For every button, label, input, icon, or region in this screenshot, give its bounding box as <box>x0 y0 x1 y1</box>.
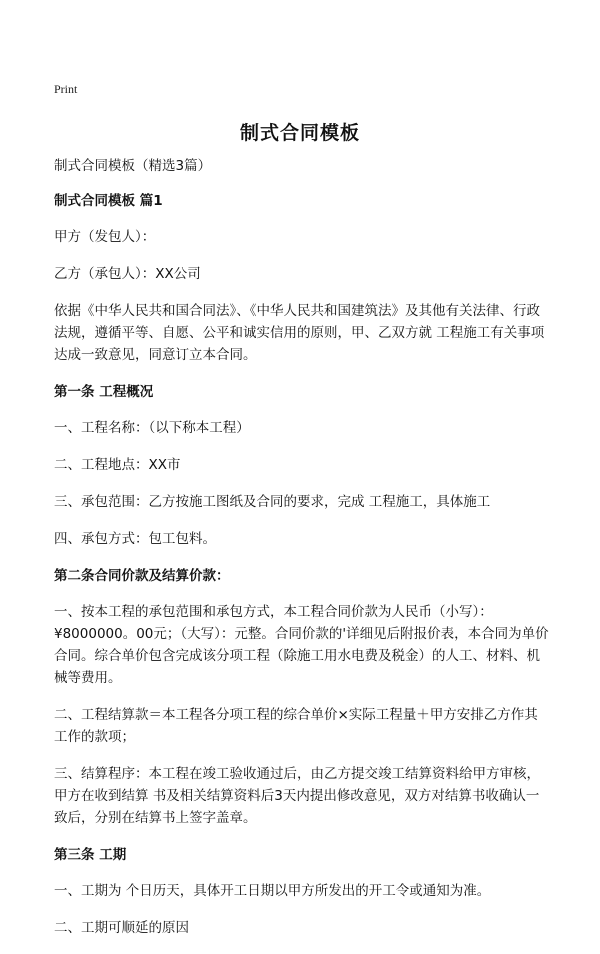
article-1-item: 四、承包方式：包工包料。 <box>54 531 216 547</box>
article-1-item: 二、工程地点：XX市 <box>54 457 181 473</box>
party-a-line: 甲方（发包人）： <box>54 229 156 245</box>
article-2-heading: 第二条合同价款及结算价款： <box>54 568 230 584</box>
article-2-item: 一、按本工程的承包范围和承包方式，本工程合同价款为人民币（小写）：¥8000000。00元；（大写）：元整。合同价款的'详细见后附报价表，本合同为单价合同。综合单价包含完成该分项工程（除施工用水电费及税金）的人工、材料、机械等费用。 <box>54 604 549 686</box>
article-3-item: 一、工期为 个日历天，具体开工日期以甲方所发出的开工令或通知为准。 <box>54 883 491 899</box>
document-subtitle: 制式合同模板（精选3篇） <box>54 158 212 174</box>
article-3-item: 二、工期可顺延的原因 <box>54 920 189 936</box>
section-heading: 制式合同模板 篇1 <box>54 193 163 209</box>
article-3-heading: 第三条 工期 <box>54 847 127 863</box>
preamble-paragraph: 依据《中华人民共和国合同法》、《中华人民共和国建筑法》及其他有关法律、行政法规，遵循平等、自愿、公平和诚实信用的原则，甲、乙双方就 工程施工有关事项达成一致意见，同意订立本合同。 <box>54 303 545 363</box>
article-1-item: 三、承包范围：乙方按施工图纸及合同的要求，完成 工程施工，具体施工 <box>54 494 491 510</box>
document-body <box>54 155 550 954</box>
article-1-heading: 第一条 工程概况 <box>54 384 154 400</box>
article-2-item: 三、结算程序：本工程在竣工验收通过后，由乙方提交竣工结算资料给甲方审核，甲方在收到结算 书及相关结算资料后3天内提出修改意见，双方对结算书收确认一致后，分别在结算书上签字盖章。 <box>54 766 540 826</box>
party-b-line: 乙方（承包人）：XX公司 <box>54 266 201 282</box>
article-1-item: 一、工程名称：（以下称本工程） <box>54 420 250 436</box>
article-2-item: 二、工程结算款＝本工程各分项工程的综合单价×实际工程量＋甲方安排乙方作其工作的款项； <box>54 707 538 745</box>
print-label: Print <box>54 82 78 96</box>
page-title: 制式合同模板 <box>239 122 360 144</box>
